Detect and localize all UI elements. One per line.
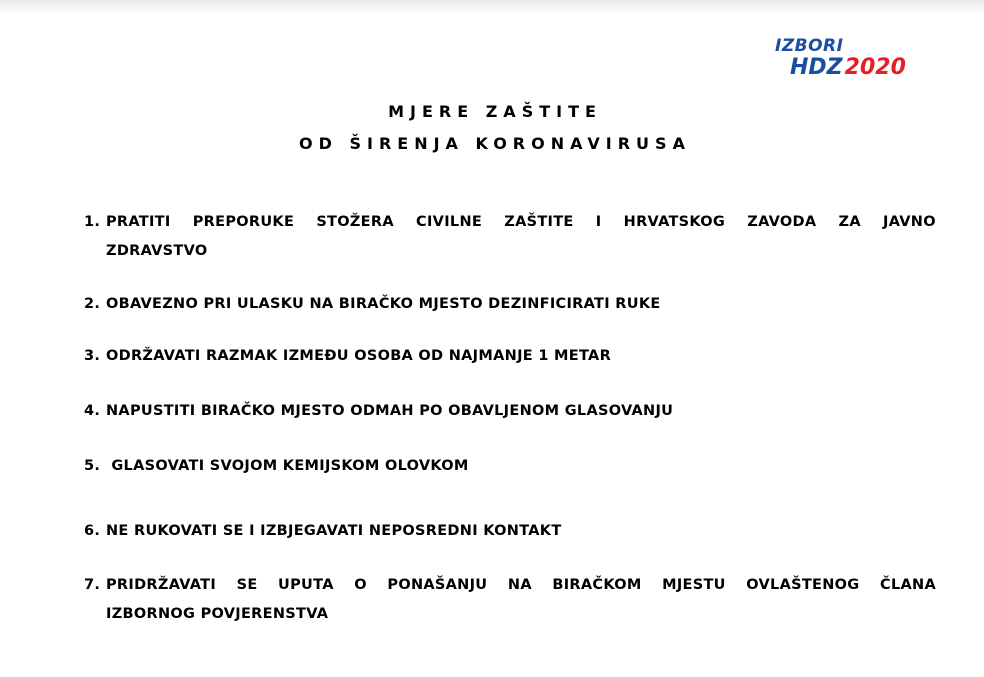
measure-1-first-line <box>84 208 936 237</box>
measure-number: 7. <box>84 577 101 593</box>
measure-text: ODRŽAVATI RAZMAK IZMEĐU OSOBA OD NAJMANJE 1 METAR <box>106 348 612 364</box>
measure-number: 4. <box>84 403 101 419</box>
measure-word: BIRAČKOM <box>552 577 642 593</box>
measure-text: GLASOVATI SVOJOM KEMIJSKOM OLOVKOM <box>106 458 469 474</box>
measure-word: CIVILNE <box>416 214 483 230</box>
measure-text: NE RUKOVATI SE I IZBJEGAVATI NEPOSREDNI KONTAKT <box>106 523 562 539</box>
measure-word: PRATITI <box>106 214 171 230</box>
measure-word: PONAŠANJU <box>387 577 488 593</box>
measure-number: 5. <box>84 458 101 474</box>
logo-izbori-text: IZBORI <box>775 36 844 56</box>
measure-word: HRVATSKOG <box>623 214 726 230</box>
measure-number: 6. <box>84 523 101 539</box>
measure-item-1 <box>84 208 936 266</box>
heading-line-1: MJERE ZAŠTITE <box>388 102 602 121</box>
measure-word: PREPORUKE <box>192 214 295 230</box>
measure-word: JAVNO <box>883 214 936 230</box>
measure-word: ZA <box>838 214 861 230</box>
logo-year-text: 2020 <box>844 55 906 80</box>
measure-number: 1. <box>84 214 101 230</box>
logo-party-text: HDZ <box>790 55 843 80</box>
heading-line-2: OD ŠIRENJA KORONAVIRUSA <box>299 134 691 153</box>
measure-word: NA <box>507 577 532 593</box>
measure-number: 2. <box>84 296 101 312</box>
measure-word: UPUTA <box>278 577 334 593</box>
measure-1-words <box>106 208 936 237</box>
measure-word: MJESTU <box>662 577 726 593</box>
measure-text: OBAVEZNO PRI ULASKU NA BIRAČKO MJESTO DEZINFICIRATI RUKE <box>106 296 661 312</box>
measure-word: OVLAŠTENOG <box>746 577 860 593</box>
measure-item-3 <box>84 342 936 371</box>
top-shade <box>0 0 984 14</box>
measure-word: ZAVODA <box>747 214 817 230</box>
measure-word: O <box>354 577 367 593</box>
measure-text: NAPUSTITI BIRAČKO MJESTO ODMAH PO OBAVLJENOM GLASOVANJU <box>106 403 674 419</box>
measure-item-4 <box>84 397 936 426</box>
measure-1-continuation: ZDRAVSTVO <box>106 243 208 259</box>
measure-word: PRIDRŽAVATI <box>106 577 217 593</box>
measure-item-7 <box>84 571 936 629</box>
measure-word: ČLANA <box>880 577 936 593</box>
measure-word: I <box>595 214 602 230</box>
measure-number: 3. <box>84 348 101 364</box>
hdz-izbori-2020-logo <box>770 36 920 88</box>
measure-word: SE <box>236 577 258 593</box>
measure-item-2 <box>84 290 936 319</box>
measure-7-first-line <box>84 571 936 600</box>
measure-word: STOŽERA <box>316 214 394 230</box>
measure-item-6 <box>84 517 936 546</box>
measure-word: ZAŠTITE <box>504 214 574 230</box>
measure-7-continuation: IZBORNOG POVJERENSTVA <box>106 606 329 622</box>
measure-item-5 <box>84 452 936 481</box>
logo-party-year <box>790 55 906 81</box>
measure-7-words <box>106 571 936 600</box>
